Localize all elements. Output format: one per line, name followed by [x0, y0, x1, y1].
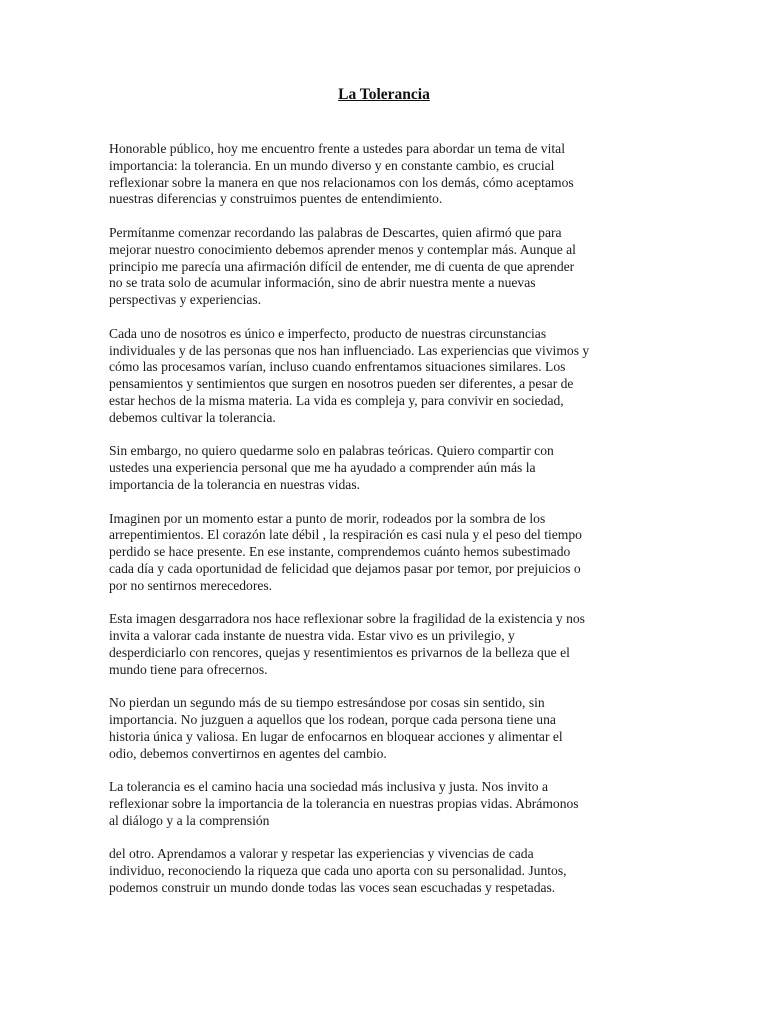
paragraph-2: Permítanme comenzar recordando las palabras de Descartes, quien afirmó que para mejorar nuestro conocimiento debemos aprender menos y contemplar más. Aunque al principio me parecía una afirmación difícil de entender, me di cuenta de que aprender no se trata solo de acumular información, sino de abrir nuestra mente a nuevas perspectivas y experiencias.: [109, 224, 576, 308]
paragraph-4: Sin embargo, no quiero quedarme solo en palabras teóricas. Quiero compartir con ustedes una experiencia personal que me ha ayudado a comprender aún más la importancia de la tolerancia en nuestras vidas.: [109, 443, 554, 492]
paragraph-9: del otro. Aprendamos a valorar y respetar las experiencias y vivencias de cada individuo, reconociendo la riqueza que cada uno aporta con su personalidad. Juntos, podemos construir un mundo donde todas las voces sean escuchadas y respetadas.: [109, 846, 567, 896]
paragraph-5: Imaginen por un momento estar a punto de morir, rodeados por la sombra de los arrepentimientos. El corazón late débil , la respiración es casi nula y el peso del tiempo perdido se hace presente. En ese instante, comprendemos cuánto hemos subestimado cada día y cada oportunidad de felicidad que dejamos pasar por temor, por prejuicios o por no sentirnos merecedores.: [109, 510, 582, 593]
paragraph-1: Honorable público, hoy me encuentro frente a ustedes para abordar un tema de vital importancia: la tolerancia. En un mundo diverso y en constante cambio, es crucial reflexionar sobre la manera en que nos relacionamos con los demás, cómo aceptamos nuestras diferencias y construimos puentes de entendimiento.: [109, 141, 574, 207]
paragraph-7: No pierdan un segundo más de su tiempo estresándose por cosas sin sentido, sin importancia. No juzguen a aquellos que los rodean, porque cada persona tiene una historia única y valiosa. En lugar de enfocarnos en bloquear acciones y alimentar el odio, debemos convertirnos en agentes del cambio.: [109, 695, 563, 761]
paragraph-3: Cada uno de nosotros es único e imperfecto, producto de nuestras circunstancias individuales y de las personas que nos han influenciado. Las experiencias que vivimos y cómo las procesamos varían, incluso cuando enfrentamos situaciones similares. Los pensamientos y sentimientos que surgen en nosotros pueden ser diferentes, a pesar de estar hechos de la misma materia. La vida es compleja y, para convivir en sociedad, debemos cultivar la tolerancia.: [109, 325, 590, 425]
paragraph-6: Esta imagen desgarradora nos hace reflexionar sobre la fragilidad de la existencia y nos invita a valorar cada instante de nuestra vida. Estar vivo es un privilegio, y desperdiciarlo con rencores, quejas y resentimientos es privarnos de la belleza que el mundo tiene para ofrecernos.: [109, 611, 585, 677]
paragraph-8: La tolerancia es el camino hacia una sociedad más inclusiva y justa. Nos invito a reflexionar sobre la importancia de la tolerancia en nuestras propias vidas. Abrámonos al diálogo y a la comprensión: [109, 779, 579, 828]
document-title: La Tolerancia: [338, 86, 430, 103]
document-body: [109, 141, 664, 914]
